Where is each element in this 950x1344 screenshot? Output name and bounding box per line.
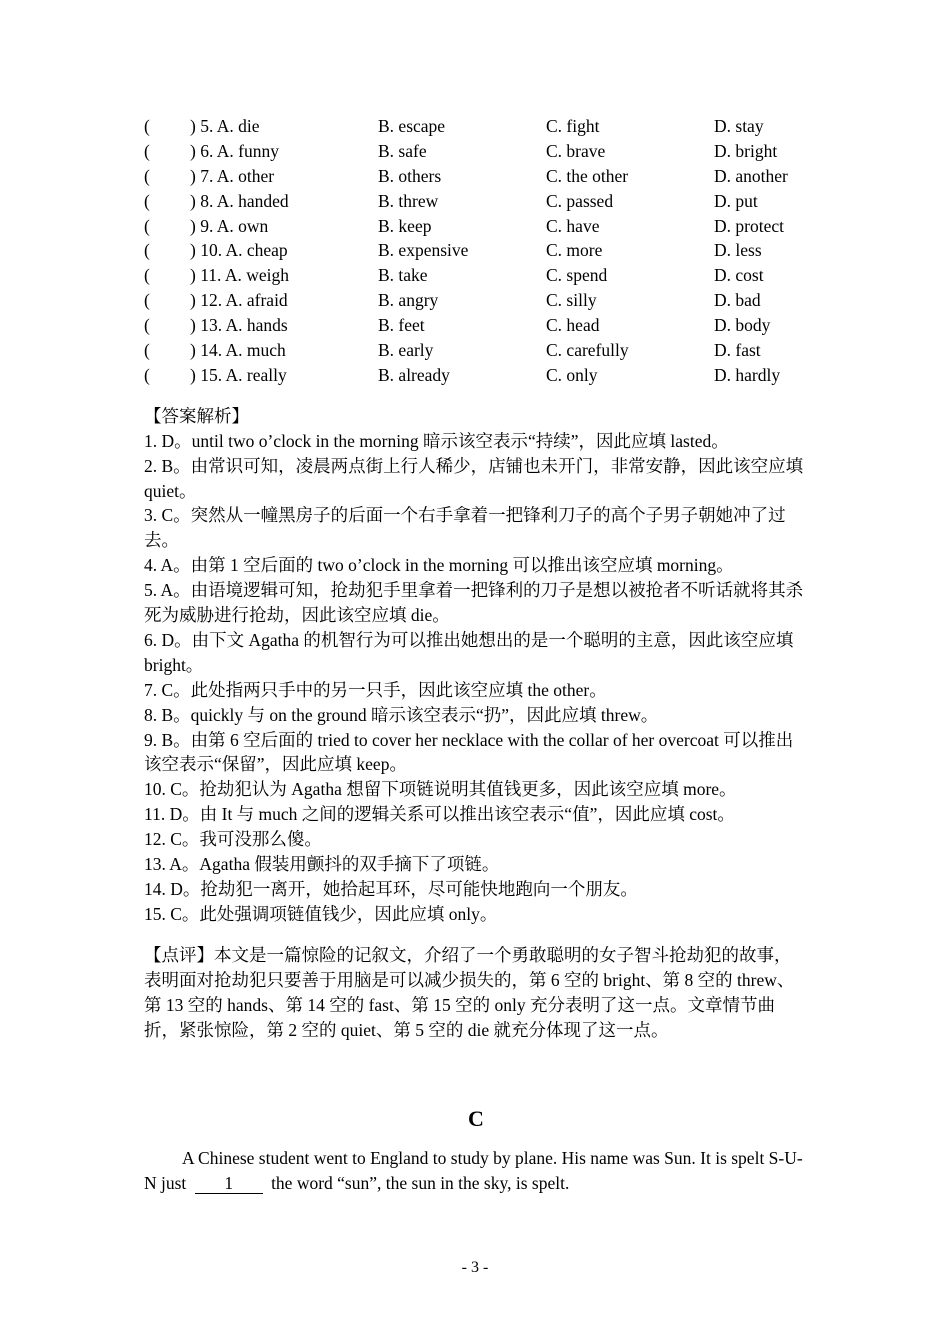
option-paren: ( [144,116,150,136]
option-d: D. hardly [714,364,781,385]
option-b: B. early [378,340,434,361]
section-c-title: C [468,1106,484,1132]
option-d: D. another [714,165,788,186]
answer-item: 2. B。由常识可知，凌晨两点街上行人稀少，店铺也未开门，非常安静，因此该空应填 quiet。 [144,455,804,501]
answer-analysis [144,404,808,927]
comment-text: 【点评】本文是一篇惊险的记叙文，介绍了一个勇敢聪明的女子智斗抢劫犯的故事，表明面对抢劫犯只要善于用脑是可以减少损失的，第 6 空的 bright、第 8 空的 threw、第 13 空的 hands、第 14 空的 fast、第 15 空的 only 充分表明了这一点。文章情节曲折，紧张惊险，第 2 空的 quiet、第 5 空的 die 就充分体现了这一点。 [144,944,795,1040]
option-a: ) 11. A. weigh [190,265,289,286]
option-a: ) 7. A. other [190,165,275,186]
option-d: D. body [714,315,771,336]
option-row [144,363,808,388]
option-c: C. fight [546,116,600,136]
option-c: C. have [546,215,600,236]
section-c-passage [144,1146,808,1196]
option-b: B. take [378,265,428,286]
option-a: ) 6. A. funny [190,140,279,161]
option-row [144,263,808,288]
answer-item: 7. C。此处指两只手中的另一只手，因此该空应填 the other。 [144,679,607,700]
answer-item: 15. C。此处强调项链值钱少，因此应填 only。 [144,903,498,924]
answer-item: 10. C。抢劫犯认为 Agatha 想留下项链说明其值钱更多，因此该空应填 more。 [144,779,737,800]
passage-text-before: A Chinese student went to England to study by plane. His name was Sun. It is spelt S-U-N just [144,1148,803,1194]
option-d: D. bad [714,290,761,311]
answer-item: 9. B。由第 6 空后面的 tried to cover her necklace with the collar of her overcoat 可以推出该空表示“保留”，因此应填 keep。 [144,729,794,775]
option-c: C. carefully [546,340,629,361]
blank-1[interactable]: 1 [195,1173,263,1194]
option-c: C. passed [546,190,614,211]
option-a: ) 14. A. much [190,340,286,361]
answer-item: 11. D。由 It 与 much 之间的逻辑关系可以推出该空表示“值”，因此应填 cost。 [144,804,735,825]
option-d: D. stay [714,116,764,136]
option-a: ) 5. A. die [190,116,260,136]
option-paren: ( [144,240,150,261]
option-c: C. the other [546,165,629,186]
option-row [144,288,808,313]
option-d: D. cost [714,265,764,286]
option-row [144,338,808,363]
option-b: B. feet [378,315,425,336]
option-paren: ( [144,290,150,311]
answer-item: 5. A。由语境逻辑可知，抢劫犯手里拿着一把锋利的刀子是想以被抢者不听话就将其杀死为威胁进行抢劫，因此该空应填 die。 [144,580,804,626]
answer-item: 12. C。我可没那么傻。 [144,829,322,850]
option-row [144,114,808,139]
answer-item: 3. C。突然从一幢黑房子的后面一个右手拿着一把锋利刀子的高个子男子朝她冲了过去。 [144,505,786,551]
option-paren: ( [144,140,150,161]
option-b: B. safe [378,140,427,161]
option-paren: ( [144,165,150,186]
answer-item: 6. D。由下文 Agatha 的机智行为可以推出她想出的是一个聪明的主意，因此该空应填 bright。 [144,629,794,675]
answer-item: 8. B。quickly 与 on the ground 暗示该空表示“扔”，因此应填 threw。 [144,704,659,725]
option-row [144,164,808,189]
document-page [144,114,808,1196]
option-b: B. expensive [378,240,469,261]
option-d: D. fast [714,340,761,361]
option-b: B. already [378,364,450,385]
answer-heading: 【答案解析】 [144,405,249,426]
option-row [144,313,808,338]
option-paren: ( [144,364,150,385]
option-paren: ( [144,315,150,336]
option-paren: ( [144,340,150,361]
option-b: B. escape [378,116,446,136]
options-table [144,114,808,388]
option-a: ) 9. A. own [190,215,269,236]
answer-item: 1. D。until two o’clock in the morning 暗示该空表示“持续”，因此应填 lasted。 [144,430,729,451]
option-row [144,139,808,164]
option-d: D. bright [714,140,778,161]
passage-text-after: the word “sun”, the sun in the sky, is spelt. [271,1173,570,1194]
option-row [144,189,808,214]
option-paren: ( [144,265,150,286]
comment-section [144,943,808,1043]
page-number: - 3 - [461,1259,489,1276]
option-b: B. angry [378,290,439,311]
option-a: ) 8. A. handed [190,190,289,211]
option-paren: ( [144,190,150,211]
answer-item: 14. D。抢劫犯一离开，她拾起耳环，尽可能快地跑向一个朋友。 [144,879,638,900]
option-c: C. spend [546,265,608,286]
option-row [144,214,808,239]
answer-item: 13. A。Agatha 假装用颤抖的双手摘下了项链。 [144,854,500,875]
option-c: C. silly [546,290,597,311]
option-b: B. threw [378,190,439,211]
option-b: B. others [378,165,442,186]
option-d: D. protect [714,215,784,236]
answer-item: 4. A。由第 1 空后面的 two o’clock in the morning 可以推出该空应填 morning。 [144,555,734,576]
option-c: C. only [546,364,598,385]
option-row [144,238,808,263]
option-paren: ( [144,215,150,236]
option-c: C. head [546,315,600,336]
option-c: C. more [546,240,603,261]
option-a: ) 13. A. hands [190,315,288,336]
option-a: ) 10. A. cheap [190,240,288,261]
option-d: D. less [714,240,762,261]
option-d: D. put [714,190,758,211]
option-a: ) 15. A. really [190,364,287,385]
option-c: C. brave [546,140,606,161]
option-b: B. keep [378,215,432,236]
option-a: ) 12. A. afraid [190,290,288,311]
